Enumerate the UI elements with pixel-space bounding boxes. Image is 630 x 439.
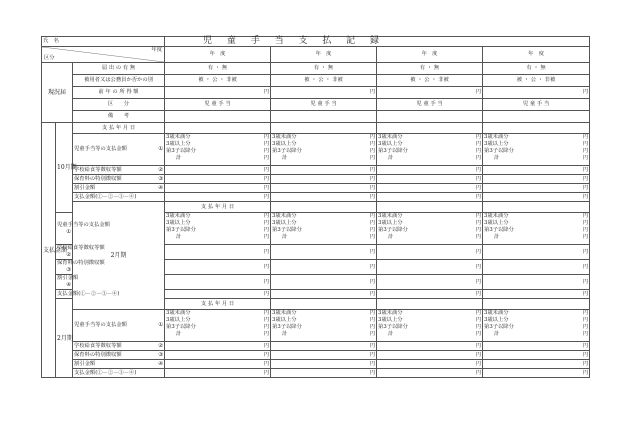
breakdown-line: 円 3歳未満分 [378, 310, 482, 316]
payment-date-cell[interactable] [377, 299, 483, 310]
breakdown-line: 円 第3子以降分 [272, 324, 376, 330]
amount-cell[interactable]: 円 [377, 184, 483, 193]
status-value [165, 111, 271, 123]
breakdown-line: 円 3歳以上分 [166, 220, 270, 226]
status-value [377, 111, 483, 123]
year-column-header: 年 度 [483, 47, 590, 63]
payment-row-label: 割引金額 ④ [74, 360, 164, 367]
breakdown-line: 円 計 [176, 234, 270, 240]
payment-date-cell[interactable] [271, 202, 377, 213]
amount-cell[interactable] [483, 134, 590, 166]
period-label: 2月期 [56, 299, 73, 378]
amount-breakdown[interactable] [484, 134, 588, 162]
payment-date-cell[interactable] [271, 299, 377, 310]
amount-cell[interactable]: 円 [483, 245, 590, 260]
breakdown-line: 円 計 [494, 155, 589, 161]
amount-cell[interactable]: 円 [271, 260, 377, 275]
breakdown-line: 円 3歳以上分 [272, 220, 376, 226]
amount-cell[interactable]: 円 [483, 184, 590, 193]
status-value: 児 童 手 当 [271, 99, 377, 111]
amount-cell[interactable]: 円 [165, 360, 271, 369]
amount-cell[interactable] [271, 213, 377, 245]
status-row-label: 届 出 の 有 無 [73, 63, 165, 75]
amount-cell[interactable]: 円 [483, 260, 590, 275]
breakdown-line: 円 3歳以上分 [378, 317, 482, 323]
year-column-header: 年 度 [165, 47, 271, 63]
breakdown-line: 円 3歳以上分 [484, 317, 589, 323]
amount-cell[interactable]: 円 [483, 360, 590, 369]
amount-cell[interactable] [377, 310, 483, 342]
payment-row-label: 支払金額(①－②－③－④) [73, 369, 165, 378]
status-value: 有 ・ 無 [165, 63, 271, 75]
amount-cell[interactable]: 円 [271, 193, 377, 202]
amount-cell[interactable]: 円 [271, 275, 377, 290]
breakdown-line: 円 第3子以降分 [166, 324, 270, 330]
amount-breakdown[interactable] [378, 213, 481, 241]
payment-row-label: 割引金額 ④ [57, 275, 79, 288]
amount-breakdown[interactable] [166, 310, 269, 338]
status-row-label: 被用者又は公務員か否かの別 [73, 75, 165, 87]
breakdown-line: 円 第3子以降分 [272, 227, 376, 233]
name-label-cell [42, 37, 165, 47]
amount-breakdown[interactable] [166, 213, 269, 241]
breakdown-line: 円 第3子以降分 [166, 148, 270, 154]
breakdown-line: 円 3歳以上分 [166, 141, 270, 147]
breakdown-line: 円 3歳以上分 [484, 220, 589, 226]
payment-date-label: 支 払 年 月 日 [165, 202, 271, 213]
amount-cell[interactable]: 円 [165, 184, 271, 193]
breakdown-line: 円 3歳以上分 [378, 220, 482, 226]
status-value: 有 ・ 無 [377, 63, 483, 75]
payment-group-label: 支払金額 [42, 123, 56, 378]
status-value: 円 [377, 87, 483, 99]
name-label: 氏 名 [43, 38, 59, 44]
amount-cell[interactable] [483, 213, 590, 245]
amount-cell[interactable]: 円 [271, 290, 377, 299]
status-value: 被 ・ 公 ・ 非被 [165, 75, 271, 87]
status-group-label: 現況届 [42, 63, 73, 123]
breakdown-line: 円 計 [494, 234, 589, 240]
payment-row-label: 児童手当等の支払金額 ① [56, 213, 73, 245]
status-value: 円 [165, 87, 271, 99]
payment-date-label: 支 払 年 月 日 [73, 123, 165, 134]
breakdown-line: 円 計 [282, 234, 376, 240]
payment-row-label: 児童手当等の支払金額 ① [73, 134, 165, 166]
amount-cell[interactable]: 円 [377, 351, 483, 360]
payment-row-label: 学校給食等徴収等額 ② [57, 245, 105, 258]
breakdown-line: 円 第3子以降分 [378, 227, 482, 233]
status-value: 有 ・ 無 [483, 63, 590, 75]
breakdown-line: 円 第3子以降分 [484, 148, 589, 154]
amount-cell[interactable]: 円 [483, 193, 590, 202]
breakdown-line: 円 3歳未満分 [484, 213, 589, 219]
status-value: 被 ・ 公 ・ 非被 [271, 75, 377, 87]
status-value: 児 童 手 当 [377, 99, 483, 111]
period-label: 10月期 [56, 123, 73, 213]
year-column-header: 年 度 [271, 47, 377, 63]
breakdown-line: 円 3歳未満分 [378, 213, 482, 219]
breakdown-line: 円 計 [282, 331, 376, 337]
amount-cell[interactable]: 円 [271, 166, 377, 175]
status-value: 円 [271, 87, 377, 99]
breakdown-line: 円 3歳以上分 [166, 317, 270, 323]
amount-cell[interactable]: 円 [165, 290, 271, 299]
breakdown-line: 円 第3子以降分 [166, 227, 270, 233]
amount-breakdown[interactable] [484, 310, 588, 338]
status-row-label: 区 分 [73, 99, 165, 111]
breakdown-line: 円 計 [176, 155, 270, 161]
amount-cell[interactable]: 円 [271, 342, 377, 351]
breakdown-line: 円 3歳未満分 [166, 213, 270, 219]
amount-cell[interactable]: 円 [165, 260, 271, 275]
amount-breakdown[interactable] [272, 134, 375, 162]
amount-cell[interactable]: 円 [271, 245, 377, 260]
status-value: 児 童 手 当 [165, 99, 271, 111]
payment-row-label: 学校給食等徴収等額 ② [74, 166, 164, 173]
payment-date-cell[interactable] [483, 299, 590, 310]
amount-cell[interactable] [165, 213, 271, 245]
breakdown-line: 円 3歳未満分 [272, 310, 376, 316]
amount-breakdown[interactable] [166, 134, 269, 162]
status-value: 児 童 手 当 [483, 99, 590, 111]
period-label: 2月期 [73, 202, 165, 310]
amount-cell[interactable] [377, 134, 483, 166]
payment-date-cell[interactable] [483, 202, 590, 213]
breakdown-line: 円 3歳未満分 [166, 310, 270, 316]
status-value: 有 ・ 無 [271, 63, 377, 75]
breakdown-line: 円 3歳未満分 [484, 134, 589, 140]
amount-cell[interactable]: 円 [271, 184, 377, 193]
amount-cell[interactable]: 円 [377, 166, 483, 175]
status-row-label: 備 考 [73, 111, 165, 123]
payment-date-label: 支 払 年 月 日 [165, 299, 271, 310]
amount-cell[interactable]: 円 [271, 369, 377, 378]
kubun-label: 区分 [44, 55, 55, 61]
amount-cell[interactable]: 円 [377, 360, 483, 369]
amount-cell[interactable]: 円 [271, 351, 377, 360]
amount-cell[interactable]: 円 [377, 342, 483, 351]
payment-row-label: 保育料の特別徴収額 ③ [74, 351, 164, 358]
amount-cell[interactable]: 円 [165, 351, 271, 360]
nendo-label: 年度 [151, 47, 163, 53]
amount-cell[interactable]: 円 [165, 245, 271, 260]
payment-date-cell[interactable] [271, 123, 377, 134]
payment-date-cell[interactable] [377, 123, 483, 134]
breakdown-line: 円 計 [494, 331, 589, 337]
status-value: 被 ・ 公 ・ 非被 [483, 75, 590, 87]
breakdown-line: 円 3歳以上分 [272, 141, 376, 147]
amount-cell[interactable]: 円 [165, 369, 271, 378]
amount-cell[interactable]: 円 [377, 175, 483, 184]
breakdown-line: 円 3歳未満分 [272, 213, 376, 219]
amount-cell[interactable] [377, 213, 483, 245]
breakdown-line: 円 計 [176, 331, 270, 337]
payment-row-label: 支払金額(①－②－③－④) [57, 290, 120, 297]
payment-row-label: 保育料の特別徴収額 ③ [74, 175, 164, 182]
breakdown-line: 円 3歳未満分 [484, 310, 589, 316]
amount-cell[interactable]: 円 [483, 166, 590, 175]
amount-cell[interactable] [271, 310, 377, 342]
amount-cell[interactable]: 円 [165, 193, 271, 202]
status-value: 円 [483, 87, 590, 99]
payment-row-label: 割引金額 ④ [74, 184, 164, 191]
amount-cell[interactable]: 円 [483, 175, 590, 184]
breakdown-line: 円 第3子以降分 [272, 148, 376, 154]
amount-breakdown[interactable] [378, 134, 481, 162]
amount-cell[interactable]: 円 [483, 369, 590, 378]
amount-cell[interactable] [165, 310, 271, 342]
status-value [271, 111, 377, 123]
amount-cell[interactable]: 円 [377, 245, 483, 260]
breakdown-line: 円 第3子以降分 [484, 227, 589, 233]
payment-row-label: 児童手当等の支払金額 ① [73, 310, 165, 342]
record-table [41, 36, 590, 378]
amount-cell[interactable]: 円 [165, 342, 271, 351]
amount-cell[interactable]: 円 [271, 360, 377, 369]
breakdown-line: 円 第3子以降分 [378, 148, 482, 154]
breakdown-line: 円 計 [388, 155, 482, 161]
payment-date-cell[interactable] [165, 123, 271, 134]
amount-cell[interactable]: 円 [377, 369, 483, 378]
breakdown-line: 円 計 [388, 331, 482, 337]
breakdown-line: 円 第3子以降分 [484, 324, 589, 330]
payment-row-label: 支払金額(①－②－③－④) [73, 193, 165, 202]
breakdown-line: 円 3歳未満分 [378, 134, 482, 140]
payment-row-label: 学校給食等徴収等額 ② [74, 342, 164, 349]
amount-cell[interactable]: 円 [377, 193, 483, 202]
year-column-header: 年 度 [377, 47, 483, 63]
amount-cell[interactable]: 円 [377, 260, 483, 275]
payment-row-label: 保育料の特別徴収額 ③ [57, 260, 105, 273]
breakdown-line: 円 計 [282, 155, 376, 161]
amount-cell[interactable] [483, 310, 590, 342]
year-kubun-header [42, 47, 165, 63]
amount-breakdown[interactable] [272, 310, 375, 338]
breakdown-line: 円 3歳以上分 [378, 141, 482, 147]
amount-cell[interactable]: 円 [483, 351, 590, 360]
amount-cell[interactable]: 円 [377, 290, 483, 299]
amount-cell[interactable]: 円 [483, 342, 590, 351]
amount-cell[interactable]: 円 [483, 290, 590, 299]
breakdown-line: 円 計 [388, 234, 482, 240]
breakdown-line: 円 3歳未満分 [272, 134, 376, 140]
amount-breakdown[interactable] [378, 310, 481, 338]
breakdown-line: 円 3歳以上分 [484, 141, 589, 147]
amount-cell[interactable]: 円 [483, 275, 590, 290]
amount-cell[interactable]: 円 [377, 275, 483, 290]
diagonal-line [42, 47, 164, 62]
breakdown-line: 円 3歳以上分 [272, 317, 376, 323]
amount-cell[interactable] [271, 134, 377, 166]
payment-date-cell[interactable] [377, 202, 483, 213]
status-value [483, 111, 590, 123]
amount-cell[interactable]: 円 [271, 175, 377, 184]
payment-date-cell[interactable] [483, 123, 590, 134]
breakdown-line: 円 第3子以降分 [378, 324, 482, 330]
breakdown-line: 円 3歳未満分 [166, 134, 270, 140]
form-title: 児 童 手 当 支 払 記 録 [165, 37, 590, 47]
status-row-label: 前 年 の 所 得 額 [73, 87, 165, 99]
amount-breakdown[interactable] [484, 213, 588, 241]
amount-cell[interactable]: 円 [165, 166, 271, 175]
amount-breakdown[interactable] [272, 213, 375, 241]
status-value: 被 ・ 公 ・ 非被 [377, 75, 483, 87]
amount-cell[interactable]: 円 [165, 175, 271, 184]
amount-cell[interactable] [165, 134, 271, 166]
amount-cell[interactable]: 円 [165, 275, 271, 290]
